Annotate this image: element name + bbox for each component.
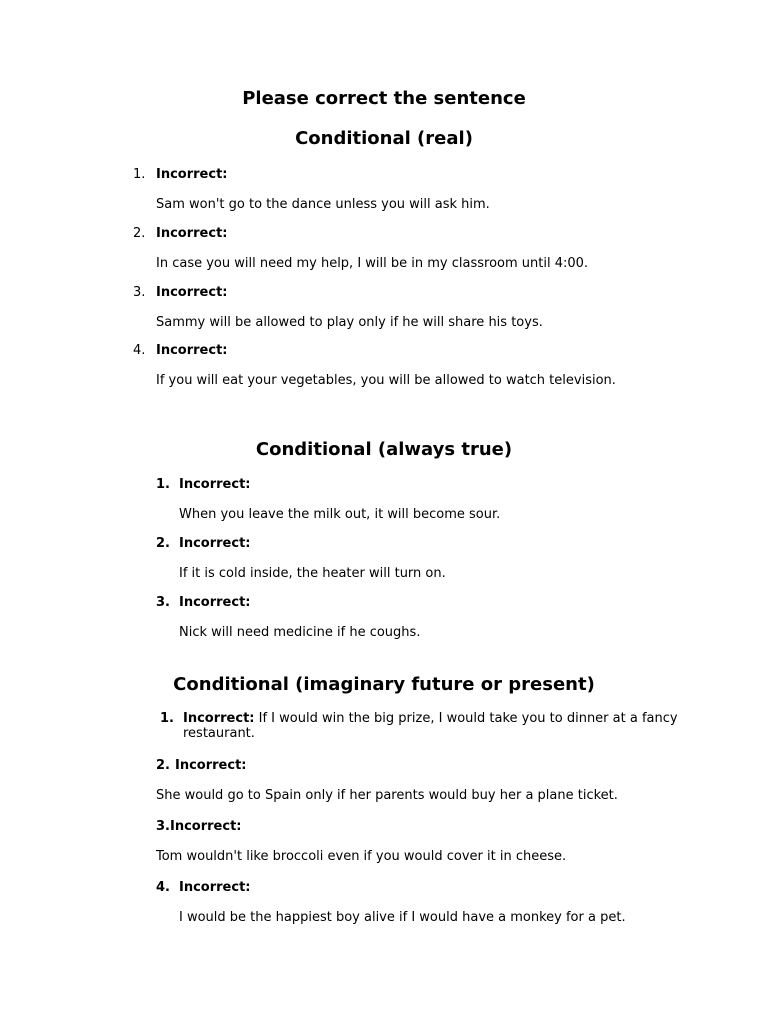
item-sentence: I would be the happiest boy alive if I would have a monkey for a pet.: [179, 910, 626, 925]
item-number: 2.: [156, 536, 170, 551]
item-label: Incorrect:: [170, 819, 242, 834]
item-sentence: She would go to Spain only if her parents would buy her a plane ticket.: [156, 788, 618, 803]
item-label: Incorrect:: [179, 477, 251, 492]
item-number: 1.: [133, 167, 146, 182]
item-number: 4.: [133, 343, 146, 358]
item-number: 4.: [156, 880, 170, 895]
section-heading-always-true: Conditional (always true): [255, 439, 513, 460]
item-label: Incorrect:: [156, 285, 228, 300]
item-sentence: In case you will need my help, I will be in my classroom until 4:00.: [156, 256, 589, 271]
item-sentence: Sam won't go to the dance unless you will ask him.: [156, 197, 490, 212]
item-label: Incorrect:: [183, 711, 255, 726]
item-label: Incorrect:: [179, 536, 251, 551]
item-label: Incorrect:: [179, 880, 251, 895]
item-number: 2.: [156, 758, 170, 773]
item-sentence: Nick will need medicine if he coughs.: [179, 625, 421, 640]
item-sentence: Tom wouldn't like broccoli even if you would cover it in cheese.: [156, 849, 567, 864]
item-label: Incorrect:: [156, 226, 228, 241]
item-number: 1.: [156, 477, 170, 492]
item-label: Incorrect:: [156, 343, 228, 358]
item-sentence-continuation: restaurant.: [183, 726, 255, 741]
item-sentence: When you leave the milk out, it will become sour.: [179, 507, 501, 522]
item-number: 3.: [133, 285, 146, 300]
item-sentence: If it is cold inside, the heater will turn on.: [179, 566, 446, 581]
item-number: 2.: [133, 226, 146, 241]
item-label: Incorrect:: [175, 758, 247, 773]
section-heading-real: Conditional (real): [295, 128, 473, 149]
item-number: 1.: [160, 711, 174, 726]
item-sentence-line: [183, 711, 678, 726]
item-sentence: If you will eat your vegetables, you will be allowed to watch television.: [156, 373, 616, 388]
section-heading-imaginary: Conditional (imaginary future or present): [173, 674, 595, 695]
item-label: Incorrect:: [156, 167, 228, 182]
item-number: 3.: [156, 595, 170, 610]
item-number: 3.: [156, 819, 170, 834]
item-sentence: Sammy will be allowed to play only if he will share his toys.: [156, 315, 543, 330]
item-sentence: If I would win the big prize, I would take you to dinner at a fancy: [258, 711, 678, 726]
item-label: Incorrect:: [179, 595, 251, 610]
page-title: Please correct the sentence: [242, 88, 526, 109]
